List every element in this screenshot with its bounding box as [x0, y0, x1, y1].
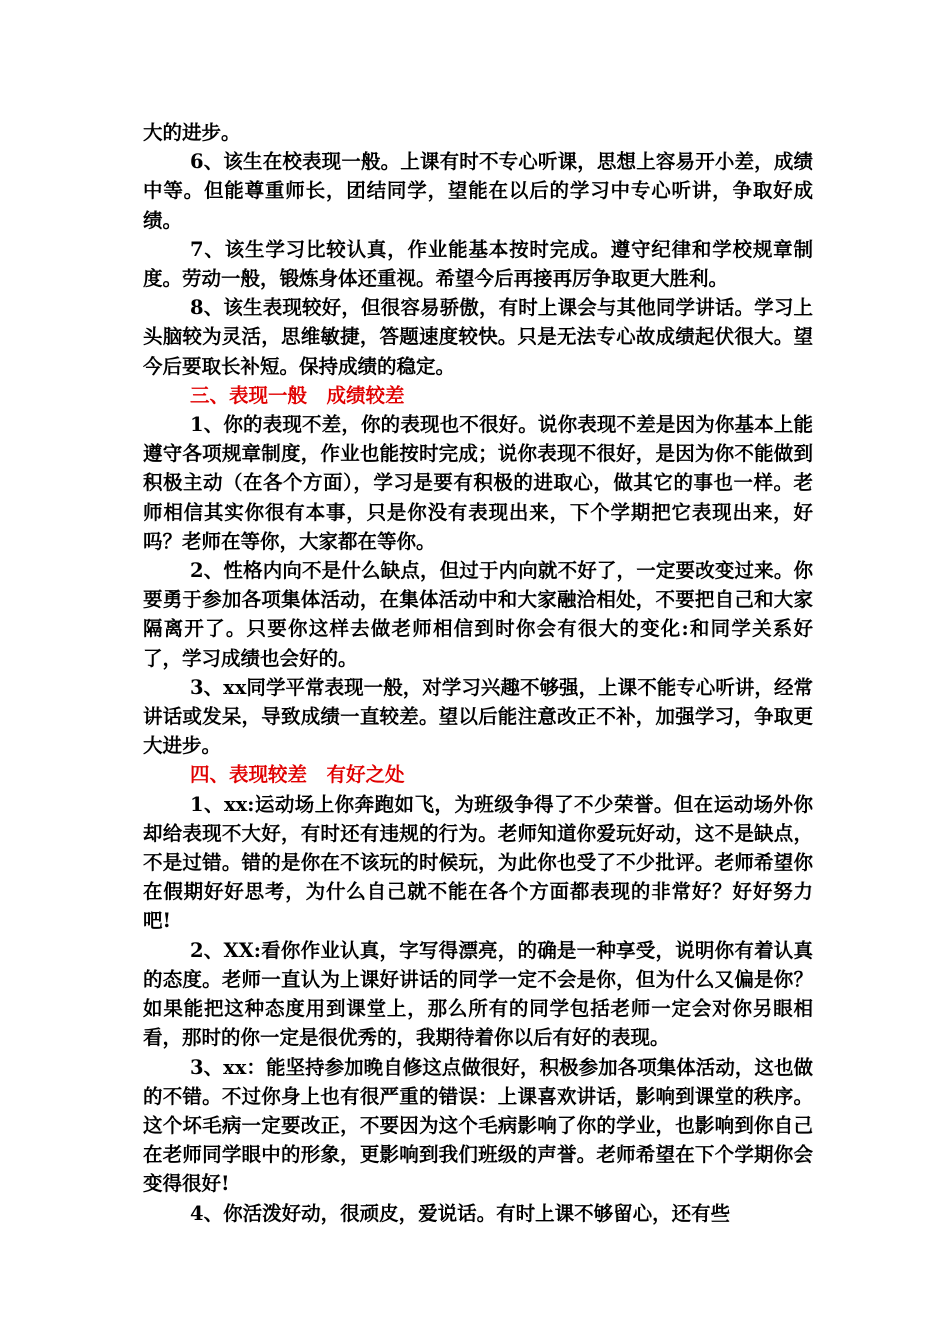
comment-paragraph: 7、该生学习比较认真，作业能基本按时完成。遵守纪律和学校规章制度。劳动一般，锻炼身体还重视。希望今后再接再厉争取更大胜利。 [143, 237, 813, 291]
comment-paragraph: 1、你的表现不差，你的表现也不很好。说你表现不差是因为你基本上能遵守各项规章制度，作业也能按时完成；说你表现不很好，是因为你不能做到积极主动（在各个方面），学习是要有积极的进取心，做其它的事也一样。老师相信其实你很有本事，只是你没有表现出来，下个学期把它表现出来，好吗？老师在等你，大家都在等你。 [143, 413, 813, 553]
comment-paragraph: 3、xx：能坚持参加晚自修这点做很好，积极参加各项集体活动，这也做的不错。不过你身上也有很严重的错误：上课喜欢讲话，影响到课堂的秩序。这个坏毛病一定要改正，不要因为这个毛病影响了你的学业，也影响到你自己在老师同学眼中的形象，更影响到我们班级的声誉。老师希望在下个学期你会变得很好! [143, 1055, 813, 1196]
comment-paragraph: 1、xx:运动场上你奔跑如飞，为班级争得了不少荣誉。但在运动场外你却给表现不大好，有时还有违规的行为。老师知道你爱玩好动，这不是缺点，不是过错。错的是你在不该玩的时候玩，为此你也受了不少批评。老师希望你在假期好好思考，为什么自己就不能在各个方面都表现的非常好？好好努力吧! [143, 792, 813, 933]
section-heading: 四、表现较差 有好之处 [190, 763, 405, 787]
comment-paragraph: 6、该生在校表现一般。上课有时不专心听课，思想上容易开小差，成绩中等。但能尊重师长，团结同学，望能在以后的学习中专心听讲，争取好成绩。 [143, 150, 813, 232]
comment-paragraph: 3、xx同学平常表现一般，对学习兴趣不够强，上课不能专心听讲，经常讲话或发呆，导致成绩一直较差。望以后能注意改正不补，加强学习，争取更大进步。 [143, 675, 813, 758]
paragraph-continuation: 大的进步。 [143, 121, 241, 144]
document-page [143, 118, 813, 1228]
section-heading: 三、表现一般 成绩较差 [190, 383, 405, 407]
comment-paragraph: 2、XX:看你作业认真，字写得漂亮，的确是一种享受，说明你有着认真的态度。老师一直认为上课好讲话的同学一定不会是你，但为什么又偏是你？如果能把这种态度用到课堂上，那么所有的同学包括老师一定会对你另眼相看，那时的你一定是很优秀的，我期待着你以后有好的表现。 [143, 938, 813, 1050]
comment-paragraph: 4、你活泼好动，很顽皮，爱说话。有时上课不够留心，还有些 [190, 1201, 731, 1225]
comment-paragraph: 2、性格内向不是什么缺点，但过于内向就不好了，一定要改变过来。你要勇于参加各项集体活动，在集体活动中和大家融洽相处，不要把自己和大家隔离开了。只要你这样去做老师相信到时你会有很大的变化:和同学关系好了，学习成绩也会好的。 [143, 559, 813, 670]
comment-paragraph: 8、该生表现较好，但很容易骄傲，有时上课会与其他同学讲话。学习上头脑较为灵活，思维敏捷，答题速度较快。只是无法专心故成绩起伏很大。望今后要取长补短。保持成绩的稳定。 [143, 296, 813, 378]
